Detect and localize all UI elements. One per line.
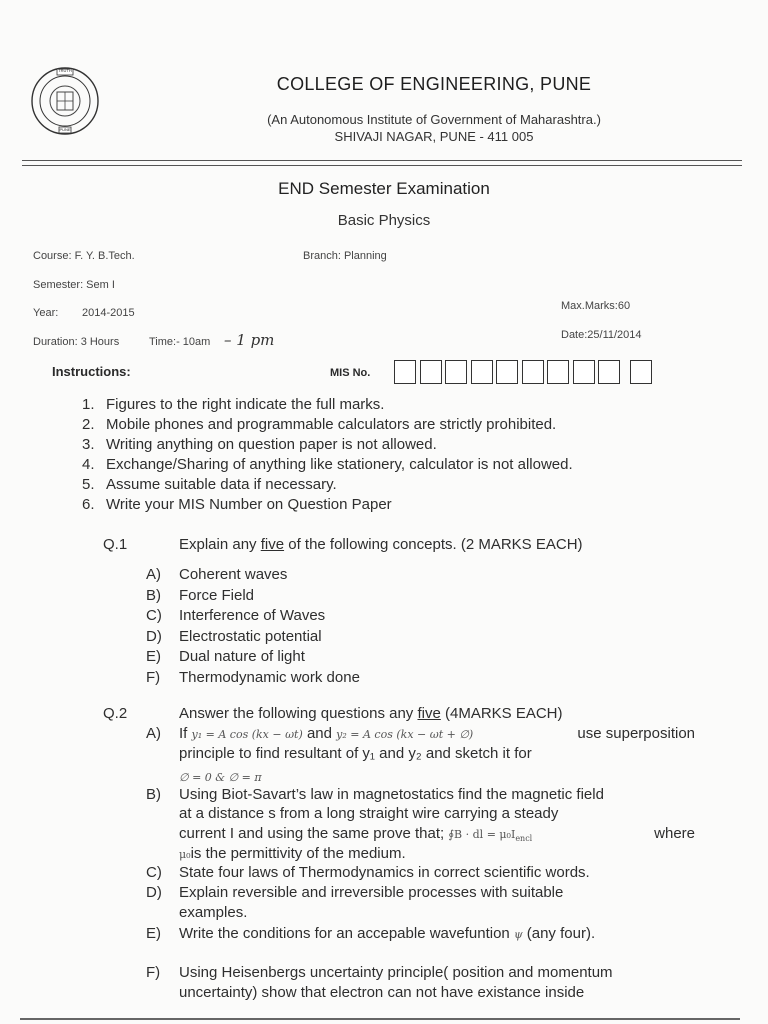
equation-y2: y₂ = A cos (kx − ωt + ∅): [336, 728, 474, 741]
question-1-number: Q.1: [103, 536, 128, 553]
equation-ampere: ∮B · dl = $\mu_0I_{encl}$: [448, 828, 533, 844]
q2-b-line2: at a distance s from a long straight wire carrying a steady: [179, 805, 559, 822]
max-marks: Max.Marks:60: [561, 300, 631, 312]
logo-bottom-text: PUNE: [59, 127, 71, 132]
mis-digit-box[interactable]: [445, 360, 467, 384]
duration-info: Duration: 3 Hours: [33, 336, 120, 348]
instruction-item: 1. Figures to the right indicate the full marks.: [82, 396, 385, 413]
q2-b-label: B): [146, 786, 161, 803]
q2-b-line4: μ₀is the permittivity of the medium.: [179, 845, 406, 862]
mis-digit-box[interactable]: [394, 360, 416, 384]
header-rule-bottom: [22, 165, 742, 166]
mis-digit-box[interactable]: [598, 360, 620, 384]
equation-y1: y₁ = A cos (kx − ωt): [191, 728, 303, 741]
exam-date: Date:25/11/2014: [561, 329, 642, 341]
q2-e-label: E): [146, 925, 161, 942]
question-2-prompt: Answer the following questions any five (4MARKS EACH): [179, 705, 563, 722]
q2-b-line3: current I and using the same prove that; ∮B · dl = $\mu_0I_{encl}$ where: [179, 825, 695, 844]
time-handwritten: – 1 pm: [224, 331, 275, 349]
q2-d-label: D): [146, 884, 162, 901]
course-info: Course: F. Y. B.Tech.: [33, 250, 135, 262]
question-1-prompt: Explain any five of the following concepts. (2 MARKS EACH): [179, 536, 583, 553]
option-item: F) Thermodynamic work done: [146, 668, 360, 686]
q2-e-text: Write the conditions for an accepable wavefuntion ψ (any four).: [179, 925, 596, 942]
instruction-item: 2. Mobile phones and programmable calculators are strictly prohibited.: [82, 416, 557, 433]
year-label: Year:: [33, 307, 59, 319]
q2-b-line1: Using Biot-Savart’s law in magnetostatics find the magnetic field: [179, 786, 604, 803]
q2-d-line2: examples.: [179, 904, 248, 921]
mis-digit-box[interactable]: [573, 360, 595, 384]
semester-info: Semester: Sem I: [33, 279, 115, 291]
mis-digit-box[interactable]: [547, 360, 569, 384]
instruction-item: 3. Writing anything on question paper is not allowed.: [82, 436, 437, 453]
instruction-item: 5. Assume suitable data if necessary.: [82, 476, 337, 493]
exam-title: END Semester Examination: [278, 179, 490, 198]
mis-digit-box[interactable]: [471, 360, 493, 384]
question-1-options: [146, 565, 446, 688]
q2-a-line1: If y₁ = A cos (kx − ωt) and y₂ = A cos (kx − ωt + ∅) use superposition: [179, 725, 695, 742]
mis-digit-box[interactable]: [522, 360, 544, 384]
q2-d-line1: Explain reversible and irreversible processes with suitable: [179, 884, 564, 901]
page-bottom-rule: [20, 1018, 740, 1020]
mis-digit-box[interactable]: [630, 360, 652, 384]
option-item: C) Interference of Waves: [146, 607, 326, 624]
q2-c-text: State four laws of Thermodynamics in correct scientific words.: [179, 864, 590, 881]
mis-label: MIS No.: [330, 367, 371, 379]
instructions-label: Instructions:: [52, 364, 131, 379]
college-logo: [30, 66, 100, 136]
header-rule-top: [22, 160, 742, 161]
mis-digit-box[interactable]: [420, 360, 442, 384]
college-name: COLLEGE OF ENGINEERING, PUNE: [276, 74, 592, 94]
logo-top-text: TRUTH: [58, 68, 72, 73]
mis-digit-box[interactable]: [496, 360, 518, 384]
college-address: SHIVAJI NAGAR, PUNE - 411 005: [334, 129, 534, 144]
option-item: E) Dual nature of light: [146, 648, 305, 665]
branch-info: Branch: Planning: [303, 250, 387, 262]
q2-a-label: A): [146, 725, 161, 742]
q2-a-line3: ∅ = 0 & ∅ = π: [179, 771, 262, 784]
q2-a-line2: principle to find resultant of y₁ and y₂ and sketch it for: [179, 745, 532, 762]
subject-title: Basic Physics: [337, 212, 431, 229]
instruction-item: 4. Exchange/Sharing of anything like stationery, calculator is not allowed.: [82, 456, 573, 473]
time-info: Time:- 10am: [149, 336, 211, 348]
option-item: D) Electrostatic potential: [146, 627, 322, 645]
instruction-item: 6. Write your MIS Number on Question Paper: [82, 496, 392, 513]
q2-c-label: C): [146, 864, 162, 881]
instructions-list: [82, 395, 573, 515]
college-subtitle: (An Autonomous Institute of Government of Maharashtra.): [267, 112, 601, 127]
option-item: B) Force Field: [146, 586, 255, 604]
option-item: A) Coherent waves: [146, 566, 288, 583]
q2-f-label: F): [146, 964, 161, 981]
q2-f-line1: Using Heisenbergs uncertainty principle( position and momentum: [179, 964, 613, 981]
q2-f-line2: uncertainty) show that electron can not have existance inside: [179, 984, 585, 1001]
year-value: 2014-2015: [82, 307, 135, 319]
question-2-number: Q.2: [103, 705, 128, 722]
